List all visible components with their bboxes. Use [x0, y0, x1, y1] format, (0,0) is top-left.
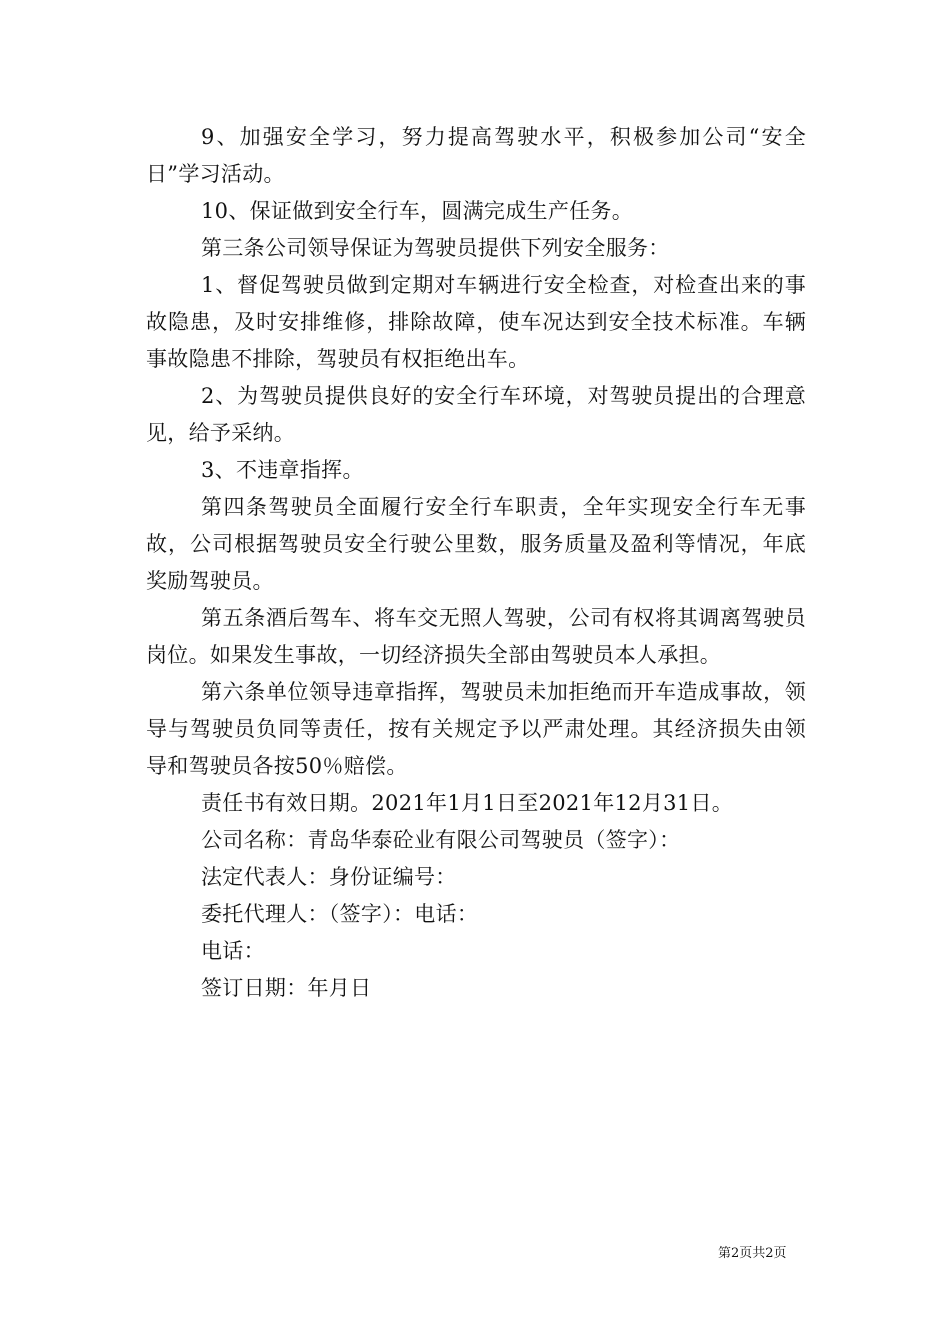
signing-date-line: 签订日期：年月日: [201, 976, 372, 1000]
paragraph-service-3: 3、不违章指挥。: [201, 458, 364, 482]
legal-representative-line: 法定代表人：身份证编号：: [201, 865, 457, 889]
page-number: [718, 1246, 787, 1262]
paragraph-article-3: 第三条公司领导保证为驾驶员提供下列安全服务：: [201, 236, 670, 260]
paragraph-article-6: 第六条单位领导违章指挥，驾驶员未加拒绝而开车造成事故，领导与驾驶员负同等责任，按有关规定予以严肃处理。其经济损失由领导和驾驶员各按50％赔偿。: [146, 680, 806, 778]
document-body: [146, 119, 806, 1007]
paragraph-article-5: 第五条酒后驾车、将车交无照人驾驶，公司有权将其调离驾驶员岗位。如果发生事故，一切经济损失全部由驾驶员本人承担。: [146, 606, 806, 667]
paragraph-service-1: 1、督促驾驶员做到定期对车辆进行安全检查，对检查出来的事故隐患，及时安排维修，排除故障，使车况达到安全技术标准。车辆事故隐患不排除，驾驶员有权拒绝出车。: [146, 273, 806, 371]
phone-line: 电话：: [201, 939, 265, 963]
validity-period: 责任书有效日期。2021年1月1日至2021年12月31日。: [201, 791, 734, 815]
company-name-line: 公司名称：青岛华泰砼业有限公司驾驶员（签字）：: [201, 828, 681, 852]
paragraph-article-4: 第四条驾驶员全面履行安全行车职责，全年实现安全行车无事故，公司根据驾驶员安全行驶公里数，服务质量及盈利等情况，年底奖励驾驶员。: [146, 495, 806, 593]
paragraph-item-10: 10、保证做到安全行车，圆满完成生产任务。: [201, 199, 634, 223]
page-number-label: 第2页共2页: [718, 1246, 787, 1261]
paragraph-service-2: 2、为驾驶员提供良好的安全行车环境，对驾驶员提出的合理意见，给予采纳。: [146, 384, 806, 445]
paragraph-item-9: 9、加强安全学习，努力提高驾驶水平，积极参加公司“安全日”学习活动。: [146, 125, 806, 186]
agent-line: 委托代理人：（签字）：电话：: [201, 902, 479, 926]
